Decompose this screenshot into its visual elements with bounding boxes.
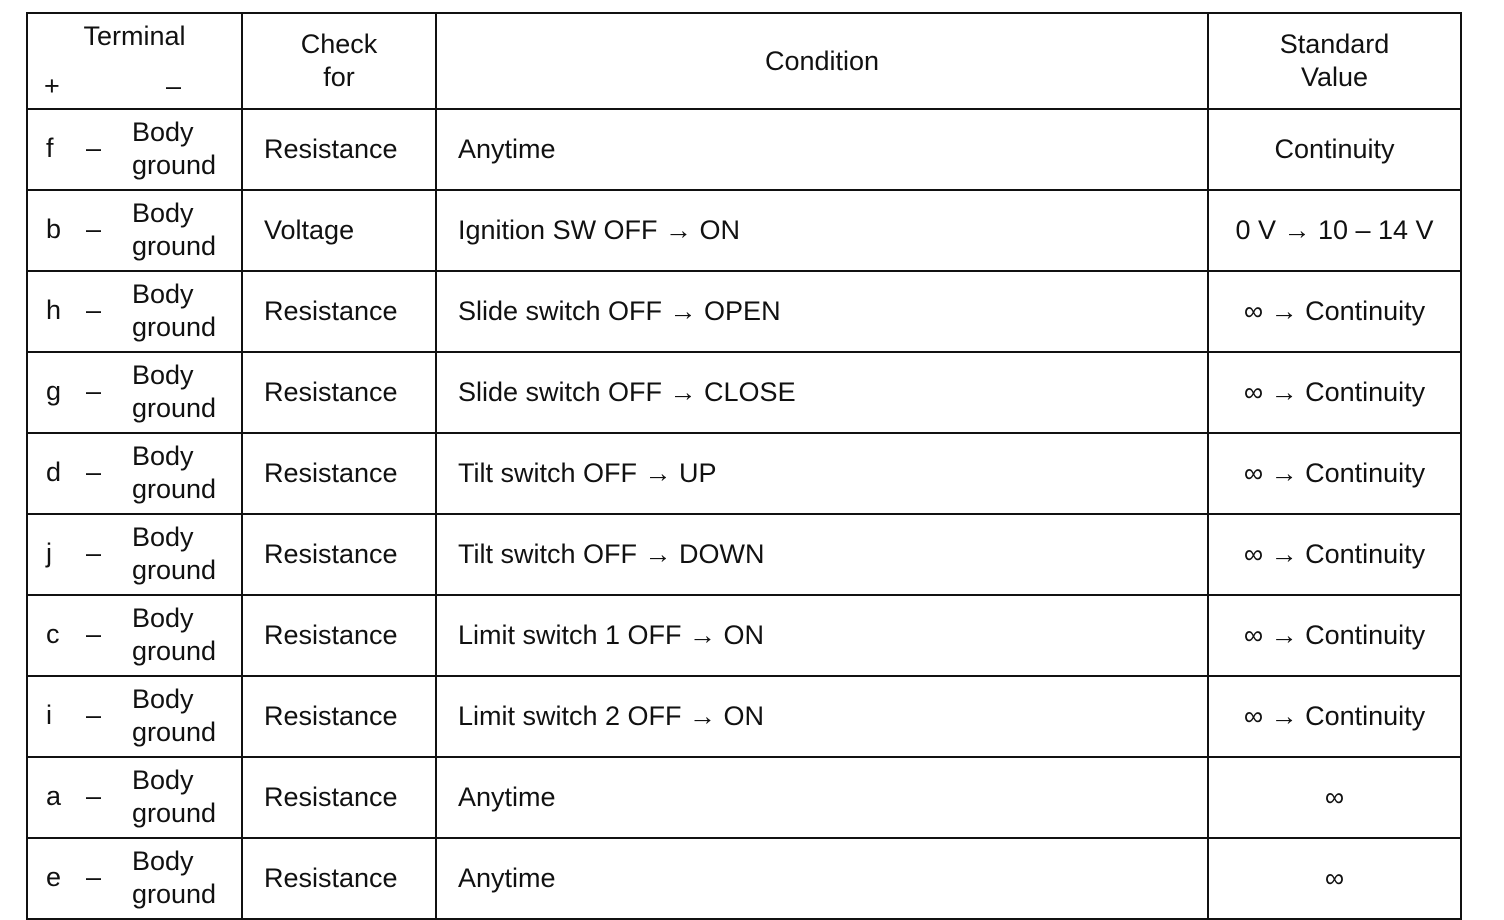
check-for-cell: Resistance [242,352,436,433]
terminal-dash: – [86,214,102,244]
terminal-positive: a [46,781,62,811]
terminal-dash: – [86,133,102,163]
terminal-negative-line1: Body [132,522,194,552]
terminal-negative [132,845,216,911]
terminal-cell [27,352,242,433]
standard-value-cell: ∞ → Continuity [1208,271,1461,352]
terminal-negative-line1: Body [132,198,194,228]
header-check-line2: for [323,62,355,92]
standard-value-cell: 0 V → 10 – 14 V [1208,190,1461,271]
terminal-negative-line1: Body [132,441,194,471]
standard-value-cell: ∞ → Continuity [1208,676,1461,757]
terminal-cell [27,109,242,190]
terminal-negative-line2: ground [132,798,217,828]
terminal-negative-line1: Body [132,684,194,714]
terminal-negative [132,278,216,344]
condition-cell: Slide switch OFF → CLOSE [436,352,1208,433]
terminal-positive: g [46,376,62,406]
terminal-negative-line2: ground [132,231,217,261]
terminal-negative-line2: ground [132,717,217,747]
condition-cell: Ignition SW OFF → ON [436,190,1208,271]
header-standard-line1: Standard [1279,29,1390,59]
standard-value-cell: ∞ [1208,838,1461,919]
condition-cell: Limit switch 2 OFF → ON [436,676,1208,757]
table-row [27,271,1461,352]
terminal-cell [27,433,242,514]
terminal-positive: d [46,457,62,487]
terminal-negative-line1: Body [132,279,194,309]
table-row [27,514,1461,595]
terminal-positive: e [46,862,62,892]
terminal-dash: – [86,457,102,487]
check-for-cell: Resistance [242,271,436,352]
header-standard-line2: Value [1300,62,1369,92]
header-terminal-plus: + [44,71,60,101]
terminal-dash: – [86,619,102,649]
terminal-positive: j [46,538,52,568]
standard-value-cell: ∞ → Continuity [1208,514,1461,595]
terminal-negative-line1: Body [132,117,194,147]
condition-cell: Anytime [436,109,1208,190]
terminal-cell [27,838,242,919]
terminal-negative [132,683,216,749]
terminal-negative-line2: ground [132,393,217,423]
table-row [27,595,1461,676]
header-terminal-minus: – [166,71,182,101]
terminal-negative [132,764,216,830]
terminal-cell [27,676,242,757]
standard-value-cell: ∞ → Continuity [1208,352,1461,433]
condition-cell: Anytime [436,757,1208,838]
terminal-negative-line1: Body [132,765,194,795]
terminal-negative [132,521,216,587]
terminal-negative-line2: ground [132,879,217,909]
terminal-negative-line1: Body [132,846,194,876]
table-row [27,109,1461,190]
terminal-negative [132,116,216,182]
terminal-negative [132,197,216,263]
table-row [27,190,1461,271]
terminal-negative [132,602,216,668]
table-header-row [27,13,1461,109]
table-row [27,757,1461,838]
terminal-cell [27,271,242,352]
condition-cell: Slide switch OFF → OPEN [436,271,1208,352]
terminal-cell [27,190,242,271]
terminal-check-table [26,12,1462,920]
header-terminal: Terminal [83,21,186,51]
terminal-cell [27,595,242,676]
terminal-negative-line2: ground [132,150,217,180]
terminal-negative-line2: ground [132,636,217,666]
header-condition: Condition [436,13,1208,109]
terminal-negative [132,440,216,506]
terminal-dash: – [86,862,102,892]
check-for-cell: Resistance [242,757,436,838]
terminal-positive: c [46,619,60,649]
standard-value-cell: Continuity [1208,109,1461,190]
terminal-positive: h [46,295,62,325]
table-row [27,352,1461,433]
terminal-dash: – [86,781,102,811]
check-for-cell: Resistance [242,433,436,514]
terminal-negative-line2: ground [132,312,217,342]
table-body [27,109,1461,919]
terminal-positive: b [46,214,62,244]
terminal-negative-line2: ground [132,474,217,504]
header-terminal-cell [27,13,242,109]
terminal-dash: – [86,376,102,406]
terminal-dash: – [86,700,102,730]
terminal-negative-line1: Body [132,360,194,390]
standard-value-cell: ∞ → Continuity [1208,595,1461,676]
header-check-line1: Check [300,29,378,59]
terminal-cell [27,757,242,838]
table-row [27,676,1461,757]
header-check-cell [242,13,436,109]
table-row [27,433,1461,514]
check-for-cell: Resistance [242,109,436,190]
terminal-positive: i [46,700,52,730]
header-standard-cell [1208,13,1461,109]
terminal-positive: f [46,133,54,163]
check-for-cell: Resistance [242,514,436,595]
check-for-cell: Voltage [242,190,436,271]
check-for-cell: Resistance [242,595,436,676]
condition-cell: Limit switch 1 OFF → ON [436,595,1208,676]
terminal-negative-line2: ground [132,555,217,585]
condition-cell: Anytime [436,838,1208,919]
standard-value-cell: ∞ [1208,757,1461,838]
terminal-negative-line1: Body [132,603,194,633]
condition-cell: Tilt switch OFF → DOWN [436,514,1208,595]
table-row [27,838,1461,919]
check-for-cell: Resistance [242,676,436,757]
terminal-negative [132,359,216,425]
condition-cell: Tilt switch OFF → UP [436,433,1208,514]
terminal-dash: – [86,538,102,568]
standard-value-cell: ∞ → Continuity [1208,433,1461,514]
check-for-cell: Resistance [242,838,436,919]
terminal-dash: – [86,295,102,325]
terminal-cell [27,514,242,595]
